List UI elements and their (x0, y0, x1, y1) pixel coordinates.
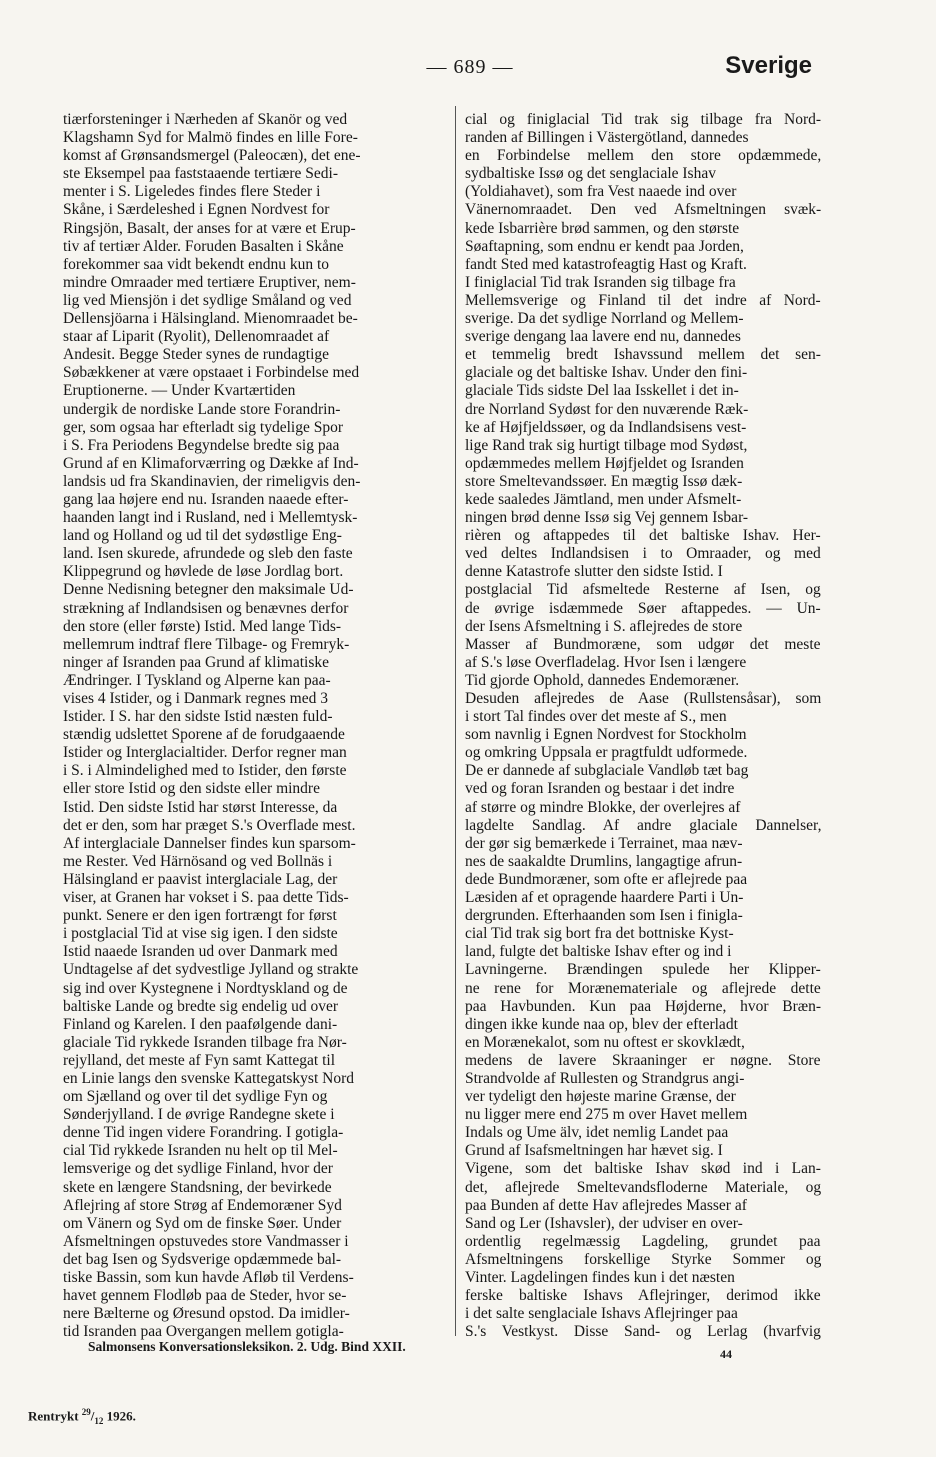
text-line: ger, som ogsaa har efterladt sig tydelige Spor (63, 418, 344, 436)
text-line: ste Eksempel paa faststaaende tertiære Sedi- (63, 165, 339, 183)
text-line: tiærforsteninger i Nærheden af Skanör og ved (63, 111, 348, 128)
text-line: denne Katastrofe slutter den sidste Istid. I (465, 563, 723, 581)
text-line: postglacial Tid afsmeltede Resterne af Isen, og (465, 581, 821, 599)
text-line: det bag Isen og Sydsverige opdæmmede bal- (63, 1250, 342, 1268)
text-line: sig ind over Kystegnene i Nordtyskland og de (63, 979, 348, 997)
text-line: opdæmmedes mellem Højfjeldet og Isranden (465, 454, 744, 472)
text-line: Grund af Isafsmeltningen har hævet sig. I (465, 1142, 723, 1160)
text-line: nere Bælterne og Øresund opstod. Da imidler- (63, 1305, 350, 1323)
text-line: I finiglacial Tid trak Isranden sig tilbage fra (465, 273, 736, 291)
text-line: S.'s Vestkyst. Disse Sand- og Lerlag (hvarfvig (465, 1323, 821, 1341)
reprint-label: Rentrykt (28, 1408, 79, 1424)
text-line: fandt Sted med katastrofeagtig Hast og Kraft. (465, 255, 747, 273)
reprint-month: 12 (94, 1415, 104, 1426)
text-line: paa Havbunden. Kun paa Højderne, hvor Bræn- (465, 997, 821, 1015)
text-line: ved deltes Indlandsisen i to Omraader, og med (465, 545, 821, 563)
text-line: dingen ikke kunde naa op, blev der efterladt (465, 1015, 738, 1033)
text-line: Af interglaciale Dannelser findes kun sparsom- (63, 834, 356, 852)
text-line: det er den, som har præget S.'s Overflade mest. (63, 816, 356, 834)
text-line: Sønderjylland. I de øvrige Randegne skete i (63, 1106, 335, 1124)
page-footer (88, 1339, 823, 1363)
text-line: Undtagelse af det sydvestlige Jylland og strakte (63, 961, 359, 979)
text-line: ved og foran Isranden og bestaar i det indre (465, 780, 735, 798)
text-line: Skåne, i Særdeleshed i Egnen Nordvest for (63, 201, 330, 219)
text-line: land. Isen skurede, afrundede og sleb den faste (63, 545, 353, 563)
text-line: Denne Nedisning betegner den maksimale Ud- (63, 581, 354, 599)
text-line: Andesit. Begge Steder synes de rundagtige (63, 346, 330, 364)
text-line: me Rester. Ved Härnösand og ved Bollnäs i (63, 852, 333, 870)
text-line: cial Tid rykkede Isranden nu helt op til Mel- (63, 1142, 338, 1160)
text-line: landsis ud fra Skandinavien, der rimeligvis den- (63, 472, 361, 490)
text-line: Afsmeltningens forskellige Styrke Sommer og (465, 1250, 821, 1268)
text-line: Istid. Den sidste Istid har størst Interesse, da (63, 798, 338, 816)
text-line: Istider og Interglacialtider. Derfor regner man (63, 744, 347, 762)
text-line: glaciale og det baltiske Ishav. Under den fini- (465, 364, 748, 382)
text-line: Sand og Ler (Ishavsler), der udviser en over- (465, 1214, 743, 1232)
sheet-signature: 44 (720, 1347, 732, 1361)
text-line: der gør sig bemærkede i Terrainet, maa næv- (465, 834, 743, 852)
text-line: om Vänern og Syd om de finske Søer. Under (63, 1214, 342, 1232)
text-line: Vigene, som det baltiske Ishav skød ind i Lan- (465, 1160, 821, 1178)
text-line: ferske baltiske Ishavs Aflejringer, derimod ikke (465, 1287, 821, 1305)
text-line: lemsverige og det sydlige Finland, hvor der (63, 1160, 333, 1178)
text-line: ordentlig regelmæssig Lagdeling, grundet paa (465, 1232, 821, 1250)
text-line: nes de saakaldte Drumlins, langagtige afrun- (465, 852, 743, 870)
text-line: store Smeltevandssøer. En mægtig Issø dæk- (465, 472, 743, 490)
reprint-day: 29 (81, 1407, 91, 1417)
text-line: ke af Højfjeldssøer, og da Indlandsisens vest- (465, 418, 747, 436)
reprint-note: Rentrykt $^{29}/_{12}$ 1926. (28, 1407, 136, 1426)
text-line: land og Holland og ud til det sydøstlige Eng- (63, 527, 342, 545)
text-line: i det salte senglaciale Ishavs Aflejringer paa (465, 1305, 738, 1323)
text-line: ver tydeligt den højeste marine Grænse, der (465, 1088, 736, 1106)
text-line: dede Bundmoræner, som ofte er aflejrede paa (465, 870, 748, 888)
text-line: ne rene for Morænemateriale og aflejrede dette (465, 979, 821, 997)
text-line: Istider. I S. har den sidste Istid næsten fuld- (63, 708, 333, 726)
text-line: mindre Omraader med tertiære Eruptiver, nem- (63, 273, 356, 291)
text-line: en Forbindelse mellem den store opdæmmede, (465, 147, 821, 165)
text-line: kede saaledes Jämtland, men under Afsmelt- (465, 490, 742, 508)
text-line: Desuden aflejredes de Aase (Rullstensåsar), som (465, 690, 821, 707)
text-line: Vänernomraadet. Den ved Afsmeltningen svæk- (465, 201, 821, 219)
text-line: ningen brød denne Issø sig Vej gennem Isbar- (465, 509, 749, 527)
text-line: en Morænekalot, som nu oftest er skovklædt, (465, 1033, 745, 1051)
text-line: Tid gjorde Ophold, dannedes Endemoræner. (465, 671, 740, 689)
text-line: Klippegrund og høvlede de løse Jordlag bort. (63, 563, 344, 581)
text-line: sverige dengang laa lavere end nu, dannedes (465, 328, 741, 346)
text-line: strækning af Indlandsisen og benævnes derfor (63, 599, 349, 617)
text-line: af større og mindre Blokke, der overlejres af (465, 798, 741, 816)
text-line: Ændringer. I Tyskland og Alperne kan paa- (63, 671, 331, 689)
text-line: lagdelte Sandlag. Af andre glaciale Dannelser, (465, 816, 821, 834)
left-column (63, 111, 443, 1341)
text-line: i S. i Almindelighed med to Istider, den første (63, 762, 347, 780)
text-line: Istid naaede Isranden ud over Danmark med (63, 943, 338, 961)
right-column (465, 111, 821, 1341)
text-line: Eruptionerne. — Under Kvartærtiden (63, 382, 296, 400)
text-line: Mellemsverige og Finland til det indre af Nord- (465, 291, 821, 309)
text-line: den store (eller første) Istid. Med lange Tids- (63, 617, 342, 635)
text-line: staar af Liparit (Ryolit), Dellenomraadet af (63, 328, 330, 346)
text-line: rejylland, det meste af Fyn samt Kattegat til (63, 1051, 336, 1069)
text-line: som navnlig i Egnen Nordvest for Stockholm (465, 726, 747, 744)
text-line: Strandvolde af Rullesten og Strandgrus angi- (465, 1069, 745, 1087)
text-line: sydbaltiske Issø og det senglaciale Ishav (465, 165, 716, 183)
text-line: paa Bunden af dette Hav aflejredes Masser af (465, 1196, 747, 1214)
text-line: cial Tid trak sig bort fra det bottniske Kyst- (465, 925, 734, 943)
text-line: glaciale Tid rykkede Isranden tilbage fra Nør- (63, 1033, 347, 1051)
text-line: Hälsingland er paavist interglaciale Lag, der (63, 870, 338, 888)
text-line: Læsiden af et opragende haardere Parti i Un- (465, 889, 744, 907)
text-line: forekommer saa vidt bekendt endnu kun to (63, 255, 330, 273)
text-line: nu ligger mere end 275 m over Havet mellem (465, 1106, 748, 1124)
text-line: eller store Istid og den sidste eller mindre (63, 780, 320, 798)
text-line: denne Tid ingen videre Forandring. I gotigla- (63, 1124, 344, 1142)
text-line: Afsmeltningen opstuvedes store Vandmasser i (63, 1232, 349, 1250)
text-line: baltiske Lande og bredte sig endelig ud over (63, 997, 339, 1015)
text-line: Masser af Bundmoræne, som udgør det meste (465, 635, 821, 653)
text-line: komst af Grønsandsmergel (Paleocæn), det ene- (63, 147, 361, 165)
text-line: Indals og Ume älv, idet nemlig Landet paa (465, 1124, 729, 1142)
text-line: vises 4 Istider, og i Danmark regnes med 3 (63, 690, 328, 707)
text-line: dre Norrland Sydøst for den nuværende Ræk- (465, 400, 749, 418)
text-line: dergrunden. Efterhaanden som Isen i finigla- (465, 907, 743, 925)
text-line: undergik de nordiske Lande store Forandrin- (63, 400, 341, 418)
text-line: tiske Bassin, som kun havde Afløb til Verdens- (63, 1269, 354, 1286)
text-line: Klagshamn Syd for Malmö findes en lille Fore- (63, 129, 358, 147)
text-line: Søbækkener at være opstaaet i Forbindelse med (63, 364, 360, 382)
text-line: glaciale Tids sidste Del laa Isskellet i det in- (465, 382, 739, 400)
text-line: i stort Tal findes over det meste af S., men (465, 708, 727, 726)
text-line: det, aflejrede Smeltevandsfloderne Materiale, og (465, 1178, 821, 1196)
text-line: Søaftapning, som endnu er kendt paa Jorden, (465, 237, 744, 255)
text-line: Finland og Karelen. I den paafølgende dani- (63, 1015, 338, 1033)
text-line: tiv af tertiær Alder. Foruden Basalten i Skåne (63, 237, 344, 255)
text-line: Aflejring af store Strøg af Endemoræner Syd (63, 1196, 342, 1214)
source-line: Salmonsens Konversationsleksikon. 2. Udg. Bind XXII. (88, 1339, 406, 1354)
text-line: stændig udslettet Sporene af de forudgaaende (63, 726, 345, 744)
text-line: der Isens Afsmeltning i S. aflejredes de store (465, 617, 743, 635)
text-line: og omkring Uppsala er pragtfuldt udformede. (465, 744, 748, 762)
reprint-year: 1926. (106, 1408, 136, 1424)
text-line: en Linie langs den svenske Kattegatskyst Nord (63, 1069, 354, 1087)
text-line: i S. Fra Periodens Begyndelse bredte sig paa (63, 436, 340, 454)
text-line: haanden langt ind i Rusland, ned i Mellemtysk- (63, 509, 358, 527)
text-line: lig ved Miensjön i det sydlige Småland og ved (63, 291, 352, 309)
text-line: tid Isranden paa Overgangen mellem gotigla- (63, 1323, 344, 1341)
text-line: et temmelig bredt Ishavssund mellem det sen- (465, 346, 821, 364)
text-line: viser, at Granen har vokset i S. paa dette Tids- (63, 889, 349, 907)
text-line: cial og finiglacial Tid trak sig tilbage fra Nord- (465, 111, 821, 128)
text-line: skete en længere Standsning, der bevirkede (63, 1178, 332, 1196)
text-line: land, fulgte det baltiske Ishav efter og ind i (465, 943, 732, 961)
text-line: randen af Billingen i Västergötland, dannedes (465, 129, 749, 147)
page-header (60, 52, 812, 88)
text-line: ninger af Isranden paa Grund af klimatiske (63, 653, 329, 671)
page-number: — 689 — (426, 56, 514, 78)
text-line: menter i S. Ligeledes findes flere Steder i (63, 183, 321, 201)
text-line: sverige. Da det sydlige Norrland og Mellem- (465, 310, 744, 328)
text-line: i postglacial Tid at vise sig igen. I den sidste (63, 925, 338, 943)
text-line: de øvrige isdæmmede Søer aftappedes. — Un- (465, 599, 821, 617)
running-head: Sverige (725, 52, 812, 79)
text-line: Lavningerne. Brændingen spulede her Klipper- (465, 961, 821, 979)
text-line: punkt. Senere er den igen fortrængt for først (63, 907, 337, 925)
text-line: (Yoldiahavet), som fra Vest naaede ind over (465, 183, 737, 201)
text-line: lige Rand trak sig hurtigt tilbage mod Sydøst, (465, 436, 748, 454)
text-line: medens de lavere Skraaninger er nøgne. Store (465, 1051, 821, 1069)
text-line: Ringsjön, Basalt, der anses for at være et Erup- (63, 219, 356, 237)
text-line: mellemrum indtraf flere Tilbage- og Fremryk- (63, 635, 350, 653)
text-line: De er dannede af subglaciale Vandløb tæt bag (465, 762, 749, 780)
text-line: af S.'s løse Overfladelag. Hvor Isen i længere (465, 653, 747, 671)
text-line: kede Isbarrière brød sammen, og den største (465, 219, 740, 237)
text-line: Grund af en Klimaforværring og Dække af Ind- (63, 454, 359, 472)
text-line: rièren og aftappedes til det baltiske Ishav. Her- (465, 527, 821, 545)
text-line: om Sjælland og over til det sydlige Fyn og (63, 1088, 328, 1106)
text-line: Dellensjöarna i Hälsingland. Mienomraadet be- (63, 310, 358, 328)
text-line: Vinter. Lagdelingen findes kun i det næsten (465, 1269, 735, 1286)
text-line: havet gennem Flodløb paa de Steder, hvor se- (63, 1287, 347, 1305)
column-rule (455, 106, 456, 1336)
text-line: gang laa højere end nu. Isranden naaede efter- (63, 490, 349, 508)
